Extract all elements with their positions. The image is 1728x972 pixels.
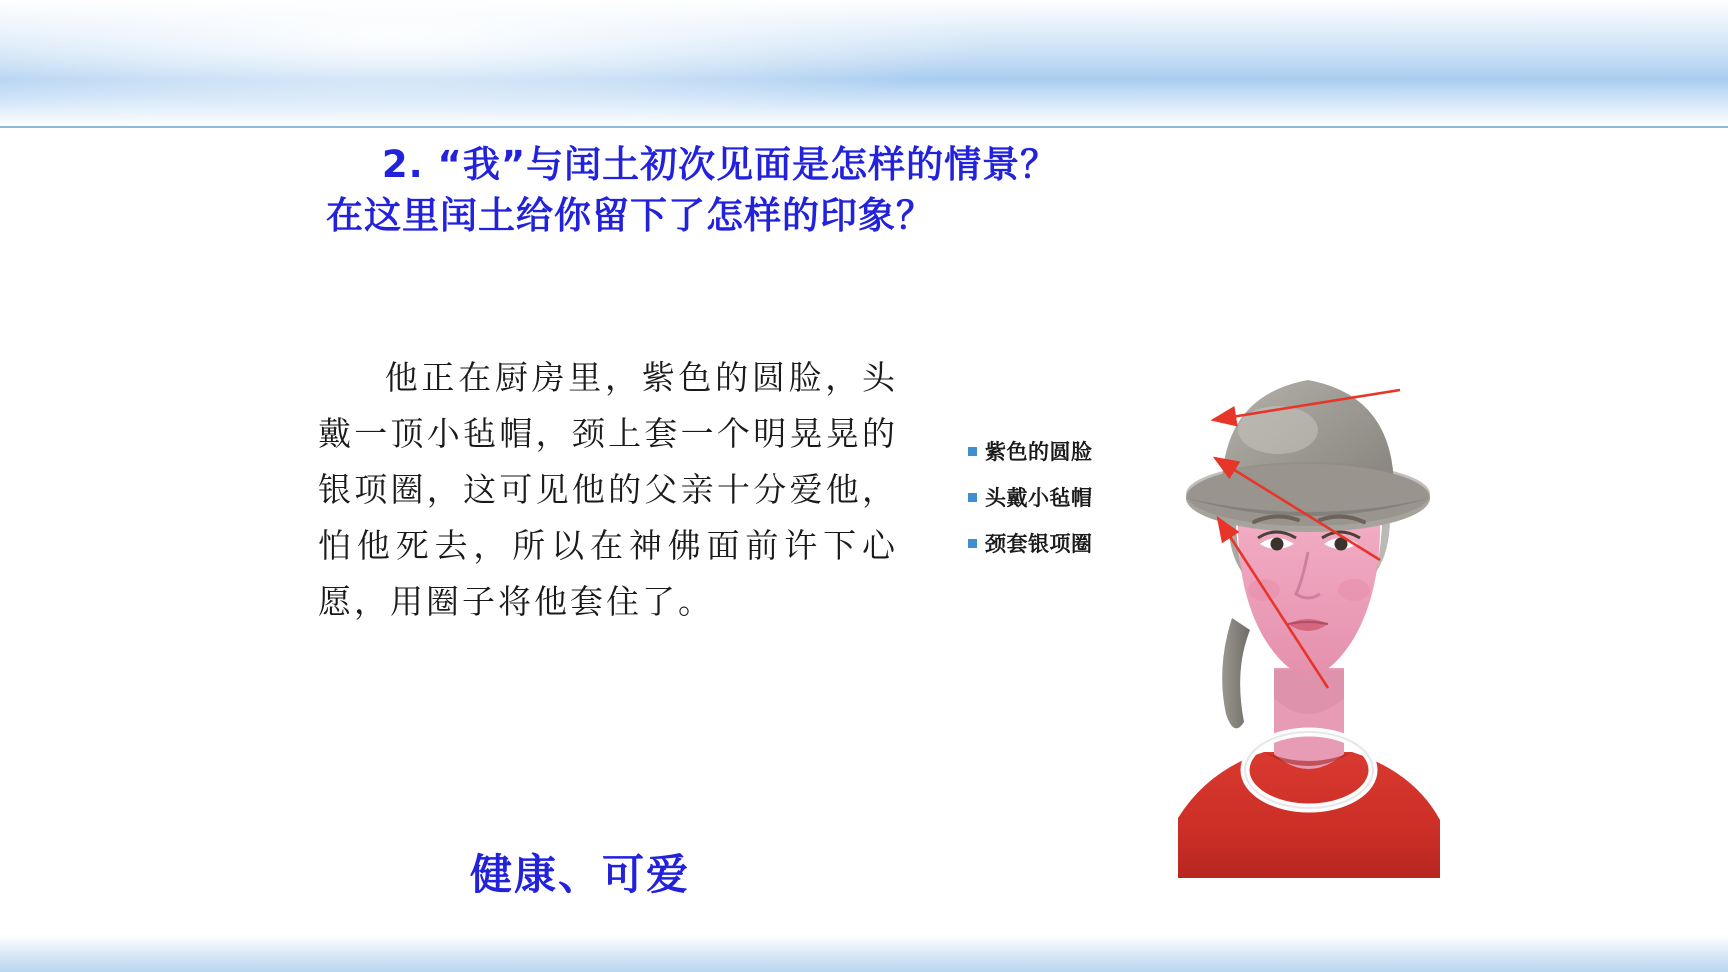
title-line-2: 在这里闰土给你留下了怎样的印象？: [326, 194, 934, 237]
callout-item-1: [968, 428, 1128, 474]
banner-glow: [0, 0, 1000, 130]
banner-divider-line: [0, 126, 1728, 128]
square-bullet-icon: [968, 447, 977, 456]
body-paragraph: [318, 350, 898, 630]
square-bullet-icon: [968, 493, 977, 502]
illustration-image: [1168, 318, 1448, 878]
callout-item-2: [968, 474, 1128, 520]
bottom-decorative-bar: [0, 936, 1728, 972]
callout-list: [968, 428, 1128, 566]
callout-label-1: 紫色的圆脸: [985, 440, 1093, 464]
title-line-1: 2. “我”与闰土初次见面是怎样的情景？: [381, 143, 1059, 186]
callout-label-3: 颈套银项圈: [985, 532, 1093, 556]
top-decorative-banner: [0, 0, 1728, 128]
callout-label-2: 头戴小毡帽: [985, 486, 1093, 510]
page-title: [0, 140, 1440, 242]
paragraph-text: 他正在厨房里，紫色的圆脸，头戴一顶小毡帽，颈上套一个明晃晃的银项圈，这可见他的父亲十分爱他，怕他死去，所以在神佛面前许下心愿，用圈子将他套住了。: [318, 358, 898, 621]
callout-item-3: [968, 520, 1128, 566]
square-bullet-icon: [968, 539, 977, 548]
conclusion-text: 健康、可爱: [470, 850, 691, 899]
